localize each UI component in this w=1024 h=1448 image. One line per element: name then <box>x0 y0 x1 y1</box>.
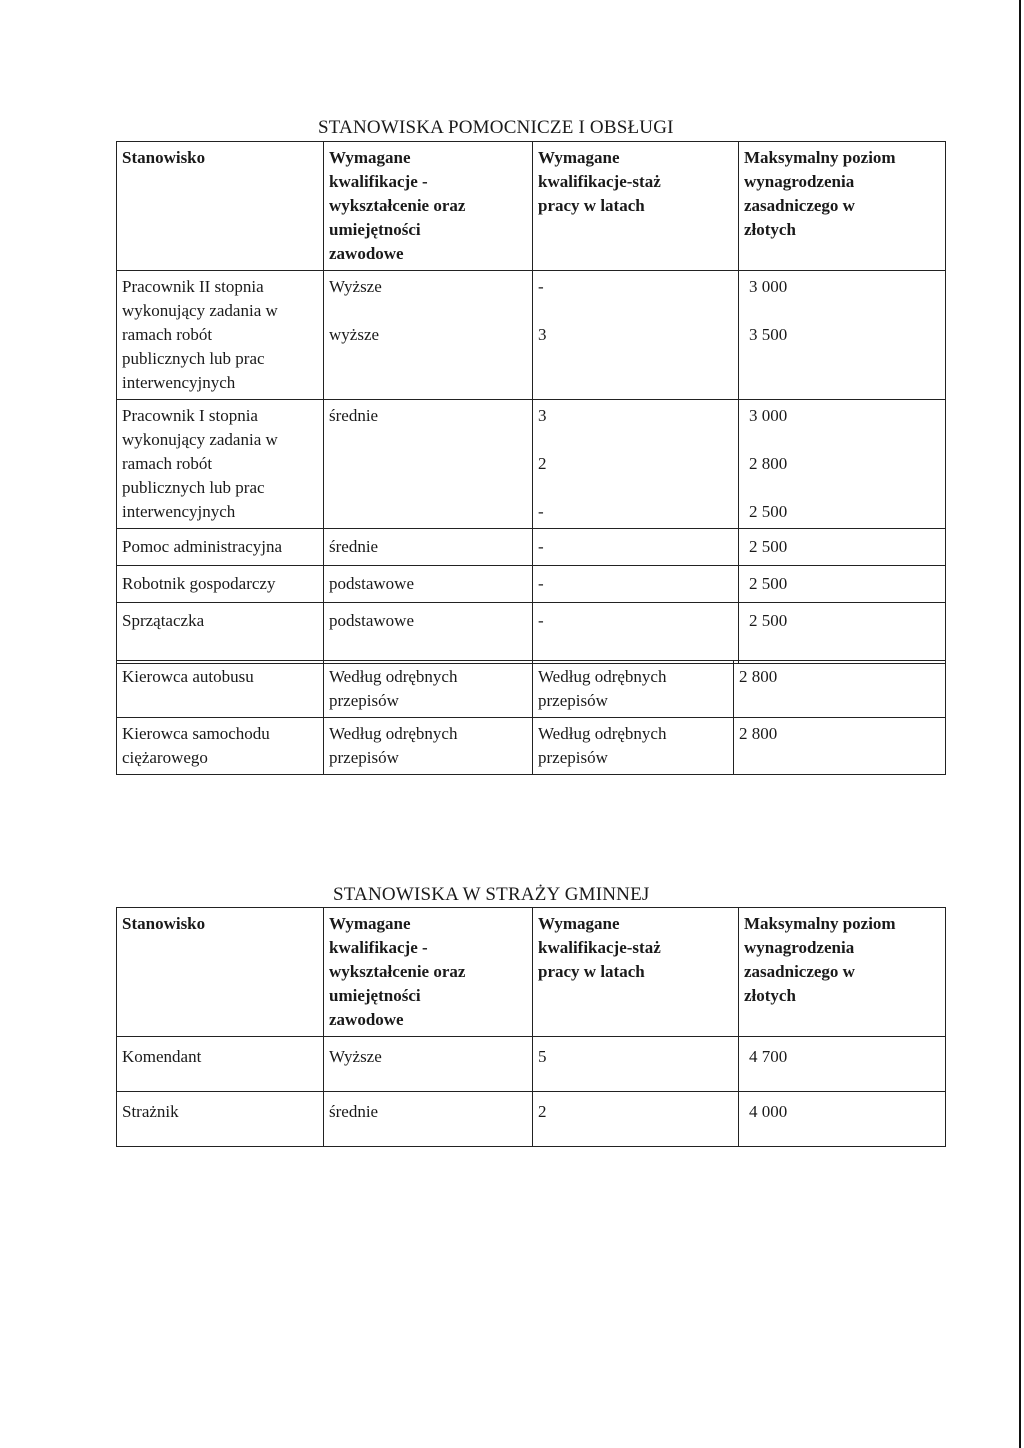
header-salary-line: Maksymalny poziom <box>744 148 896 167</box>
education-cell-line: średnie <box>329 1102 379 1121</box>
education-cell-line: podstawowe <box>329 574 414 593</box>
header-salary-line: wynagrodzenia <box>744 172 855 191</box>
education-cell-line: Według odrębnych <box>329 724 458 743</box>
position-cell-line: Pomoc administracyjna <box>122 537 283 556</box>
header-row <box>117 908 946 1037</box>
header-experience <box>533 142 739 271</box>
header-education-line: zawodowe <box>329 244 404 263</box>
experience-cell-line <box>538 476 734 500</box>
header-experience-line: Wymagane <box>538 148 620 167</box>
position-cell <box>117 718 324 775</box>
experience-cell <box>533 718 734 775</box>
experience-cell-line: przepisów <box>538 748 608 767</box>
header-experience-line: kwalifikacje-staż <box>538 938 661 957</box>
education-cell <box>324 1092 533 1147</box>
table-row <box>117 1092 946 1147</box>
position-cell-line: ciężarowego <box>122 748 208 767</box>
position-cell <box>117 603 324 664</box>
position-cell <box>117 529 324 566</box>
header-salary-line: złotych <box>744 220 796 239</box>
experience-cell <box>533 1092 739 1147</box>
position-cell-line: interwencyjnych <box>122 373 236 392</box>
salary-cell <box>739 271 946 400</box>
position-cell <box>117 1037 324 1092</box>
header-education-line: umiejętności <box>329 220 421 239</box>
header-education-line: zawodowe <box>329 1010 404 1029</box>
experience-cell-line: przepisów <box>538 691 608 710</box>
header-salary-line: Maksymalny poziom <box>744 914 896 933</box>
education-cell <box>324 400 533 529</box>
header-salary-line: wynagrodzenia <box>744 938 855 957</box>
experience-cell-line: 5 <box>538 1047 547 1066</box>
education-cell <box>324 566 533 603</box>
header-position-line: Stanowisko <box>122 148 206 167</box>
position-cell-line: wykonujący zadania w <box>122 301 278 320</box>
salary-cell-line: 2 500 <box>749 537 788 556</box>
position-cell-line: ramach robót <box>122 454 213 473</box>
salary-cell-line: 2 500 <box>749 611 788 630</box>
experience-cell-line: - <box>538 277 544 296</box>
education-cell <box>324 1037 533 1092</box>
position-cell <box>117 400 324 529</box>
header-experience-line: pracy w latach <box>538 196 645 215</box>
position-cell <box>117 271 324 400</box>
section-title-municipal-guard: STANOWISKA W STRAŻY GMINNEJ <box>333 884 650 905</box>
table-row <box>117 718 946 775</box>
section-title-auxiliary: STANOWISKA POMOCNICZE I OBSŁUGI <box>318 117 674 138</box>
table-row <box>117 400 946 529</box>
salary-cell <box>739 1092 946 1147</box>
education-cell-line: podstawowe <box>329 611 414 630</box>
experience-cell-line: - <box>538 611 544 630</box>
header-education-line: Wymagane <box>329 914 411 933</box>
position-cell-line: ramach robót <box>122 325 213 344</box>
header-salary <box>739 142 946 271</box>
table-header <box>117 142 946 271</box>
municipal-guard-table <box>116 907 946 1147</box>
position-cell-line: Sprzątaczka <box>122 611 205 630</box>
header-experience-line: pracy w latach <box>538 962 645 981</box>
table-row <box>117 271 946 400</box>
education-cell-line: Wyższe <box>329 1047 382 1066</box>
salary-cell <box>734 718 946 775</box>
experience-cell-line: Według odrębnych <box>538 724 667 743</box>
salary-cell-line: 4 700 <box>749 1047 788 1066</box>
header-education <box>324 908 533 1037</box>
position-cell <box>117 1092 324 1147</box>
salary-cell-line <box>749 428 941 452</box>
header-salary-line: zasadniczego w <box>744 196 855 215</box>
header-education-line: kwalifikacje - <box>329 938 428 957</box>
salary-cell <box>734 661 946 718</box>
position-cell-line: Pracownik I stopnia <box>122 406 258 425</box>
header-experience-line: kwalifikacje-staż <box>538 172 661 191</box>
education-cell <box>324 529 533 566</box>
position-cell-line: publicznych lub prac <box>122 349 265 368</box>
experience-cell <box>533 1037 739 1092</box>
scan-edge-line <box>1019 0 1021 1448</box>
experience-cell-line: 2 <box>538 1102 547 1121</box>
experience-cell-line: 3 <box>538 406 547 425</box>
education-cell-line <box>329 299 528 323</box>
position-cell <box>117 661 324 718</box>
header-education-line: umiejętności <box>329 986 421 1005</box>
header-education-line: wykształcenie oraz <box>329 196 466 215</box>
education-cell <box>324 271 533 400</box>
position-cell <box>117 566 324 603</box>
position-cell-line: Robotnik gospodarczy <box>122 574 276 593</box>
education-cell-line: Wyższe <box>329 277 382 296</box>
header-education <box>324 142 533 271</box>
education-cell <box>324 661 533 718</box>
position-cell-line: wykonujący zadania w <box>122 430 278 449</box>
table-row <box>117 603 946 664</box>
auxiliary-positions-table <box>116 141 946 664</box>
education-cell <box>324 718 533 775</box>
salary-cell <box>739 566 946 603</box>
header-position <box>117 908 324 1037</box>
salary-cell-line <box>749 299 941 323</box>
position-cell-line: Strażnik <box>122 1102 179 1121</box>
salary-cell-line <box>749 476 941 500</box>
position-cell-line: Pracownik II stopnia <box>122 277 264 296</box>
salary-cell <box>739 529 946 566</box>
salary-cell-line: 2 500 <box>749 502 788 521</box>
salary-cell <box>739 603 946 664</box>
experience-cell-line: 2 <box>538 454 547 473</box>
salary-cell-line: 3 500 <box>749 325 788 344</box>
header-position <box>117 142 324 271</box>
experience-cell-line: 3 <box>538 325 547 344</box>
header-education-line: wykształcenie oraz <box>329 962 466 981</box>
education-cell-line: średnie <box>329 537 379 556</box>
education-cell <box>324 603 533 664</box>
salary-cell <box>739 1037 946 1092</box>
experience-cell <box>533 529 739 566</box>
table-header <box>117 908 946 1037</box>
position-cell-line: Kierowca autobusu <box>122 667 254 686</box>
experience-cell-line: Według odrębnych <box>538 667 667 686</box>
experience-cell <box>533 566 739 603</box>
table-row <box>117 529 946 566</box>
education-cell-line: średnie <box>329 406 379 425</box>
table-row <box>117 661 946 718</box>
experience-cell-line <box>538 299 734 323</box>
table-row <box>117 566 946 603</box>
salary-cell-line: 2 800 <box>749 454 788 473</box>
salary-cell-line: 2 800 <box>739 667 778 686</box>
header-education-line: Wymagane <box>329 148 411 167</box>
experience-cell-line: - <box>538 502 544 521</box>
header-education-line: kwalifikacje - <box>329 172 428 191</box>
header-salary-line: złotych <box>744 986 796 1005</box>
experience-cell <box>533 661 734 718</box>
header-salary-line: zasadniczego w <box>744 962 855 981</box>
drivers-table <box>116 660 946 775</box>
table-row <box>117 1037 946 1092</box>
position-cell-line: Komendant <box>122 1047 202 1066</box>
position-cell-line: interwencyjnych <box>122 502 236 521</box>
education-cell-line: przepisów <box>329 691 399 710</box>
experience-cell <box>533 603 739 664</box>
header-experience <box>533 908 739 1037</box>
experience-cell <box>533 400 739 529</box>
position-cell-line: publicznych lub prac <box>122 478 265 497</box>
header-salary <box>739 908 946 1037</box>
header-experience-line: Wymagane <box>538 914 620 933</box>
experience-cell-line <box>538 428 734 452</box>
header-position-line: Stanowisko <box>122 914 206 933</box>
education-cell-line: Według odrębnych <box>329 667 458 686</box>
salary-cell-line: 2 800 <box>739 724 778 743</box>
position-cell-line: Kierowca samochodu <box>122 724 270 743</box>
salary-cell <box>739 400 946 529</box>
education-cell-line: przepisów <box>329 748 399 767</box>
salary-cell-line: 3 000 <box>749 406 788 425</box>
experience-cell-line: - <box>538 574 544 593</box>
header-row <box>117 142 946 271</box>
salary-cell-line: 4 000 <box>749 1102 788 1121</box>
salary-cell-line: 3 000 <box>749 277 788 296</box>
salary-cell-line: 2 500 <box>749 574 788 593</box>
education-cell-line: wyższe <box>329 325 380 344</box>
experience-cell-line: - <box>538 537 544 556</box>
experience-cell <box>533 271 739 400</box>
